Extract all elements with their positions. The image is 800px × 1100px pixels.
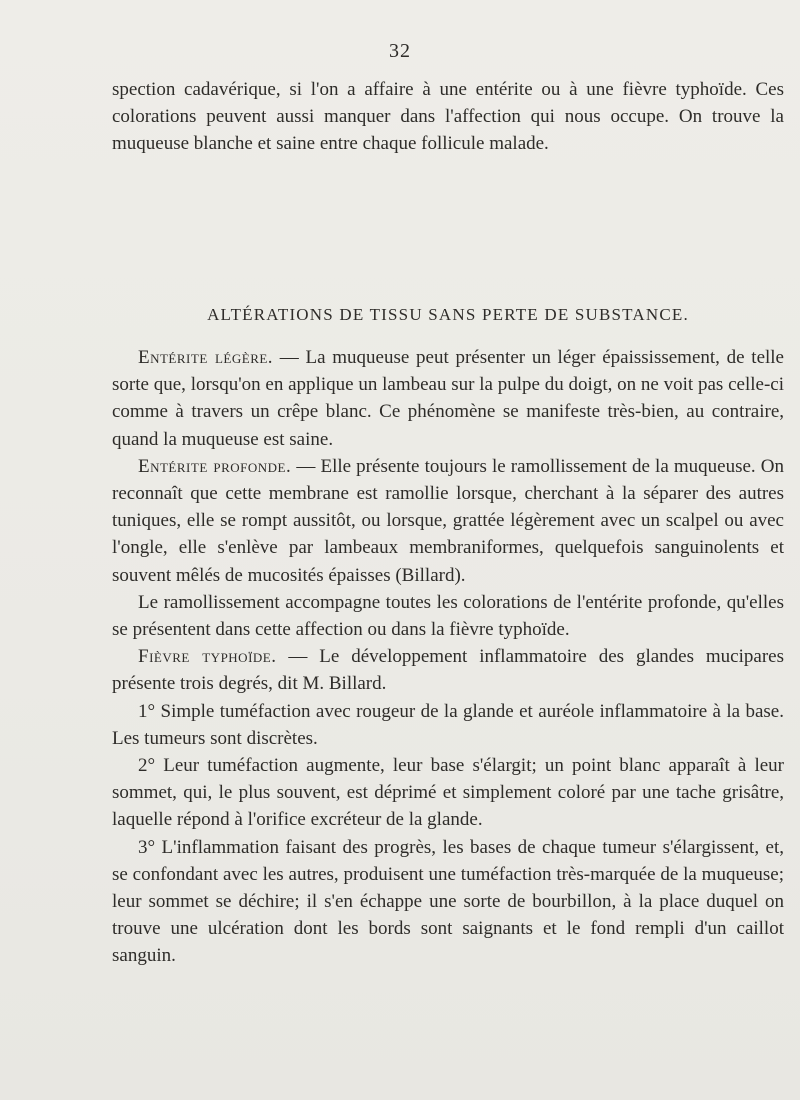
paragraph-degree-1 bbox=[112, 698, 784, 752]
paragraph-enterite-profonde bbox=[112, 453, 784, 589]
paragraph-degree-2 bbox=[112, 752, 784, 834]
paragraph-ramollissement bbox=[112, 589, 784, 643]
paragraph-text: 3° L'inflammation faisant des progrès, les bases de chaque tumeur s'élargissent, et, se confondant avec les autres, produisent une tuméfaction très-marquée de la muqueuse; leur sommet se déchire; il s'en échappe une sorte de bourbillon, à la place duquel on trouve une ulcération dont les bords sont saignants et le fond rempli d'un caillot sanguin. bbox=[112, 836, 784, 967]
section-title: ALTÉRATIONS DE TISSU SANS PERTE DE SUBSTANCE. bbox=[207, 305, 689, 324]
opening-paragraph-block bbox=[112, 76, 784, 158]
body-text bbox=[112, 344, 784, 970]
paragraph-heading: Entérite légère. bbox=[138, 347, 274, 368]
paragraph-enterite-legere bbox=[112, 344, 784, 453]
paragraph-fievre-typhoide bbox=[112, 643, 784, 697]
opening-paragraph: spection cadavérique, si l'on a affaire à une entérite ou à une fièvre typhoïde. Ces colorations peuvent aussi manquer dans l'affection qui nous occupe. On trouve la muqueuse blanche et saine entre chaque follicule malade. bbox=[112, 79, 784, 155]
paragraph-text: Le ramollissement accompagne toutes les colorations de l'entérite profonde, qu'elles se présentent dans cette affection ou dans la fièvre typhoïde. bbox=[112, 591, 784, 641]
paragraph-heading: Entérite profonde. bbox=[138, 455, 292, 477]
paragraph-text: — Elle présente toujours le ramollissement de la muqueuse. On reconnaît que cette membrane est ramollie lorsque, cherchant à la séparer des autres tuniques, elle se rompt aussitôt, ou lorsque, grattée légèrement avec un scalpel ou avec l'ongle, elle s'enlève par lambeaux membraniformes, quelquefois sanguinolents et souvent mêlés de mucosités épaisses (Billard). bbox=[112, 455, 784, 586]
paragraph-text: — La muqueuse peut présenter un léger épaississement, de telle sorte que, lorsqu'on en applique un lambeau sur la pulpe du doigt, on ne voit pas celle-ci comme à travers un crêpe blanc. Ce phénomène se manifeste très-bien, au contraire, quand la muqueuse est saine. bbox=[112, 347, 784, 450]
paragraph-text: 1° Simple tuméfaction avec rougeur de la glande et auréole inflammatoire à la base. Les tumeurs sont discrètes. bbox=[112, 700, 784, 749]
paragraph-text: 2° Leur tuméfaction augmente, leur base s'élargit; un point blanc apparaît à leur sommet, qui, le plus souvent, est déprimé et simplement coloré par une tache grisâtre, laquelle répond à l'orifice excréteur de la glande. bbox=[112, 755, 784, 831]
paragraph-text: — Le développement inflammatoire des glandes mucipares présente trois degrés, dit M. Billard. bbox=[112, 646, 784, 695]
paragraph-degree-3 bbox=[112, 834, 784, 970]
paragraph-heading: Fièvre typhoïde. bbox=[138, 646, 277, 668]
page-number: 32 bbox=[389, 40, 411, 62]
